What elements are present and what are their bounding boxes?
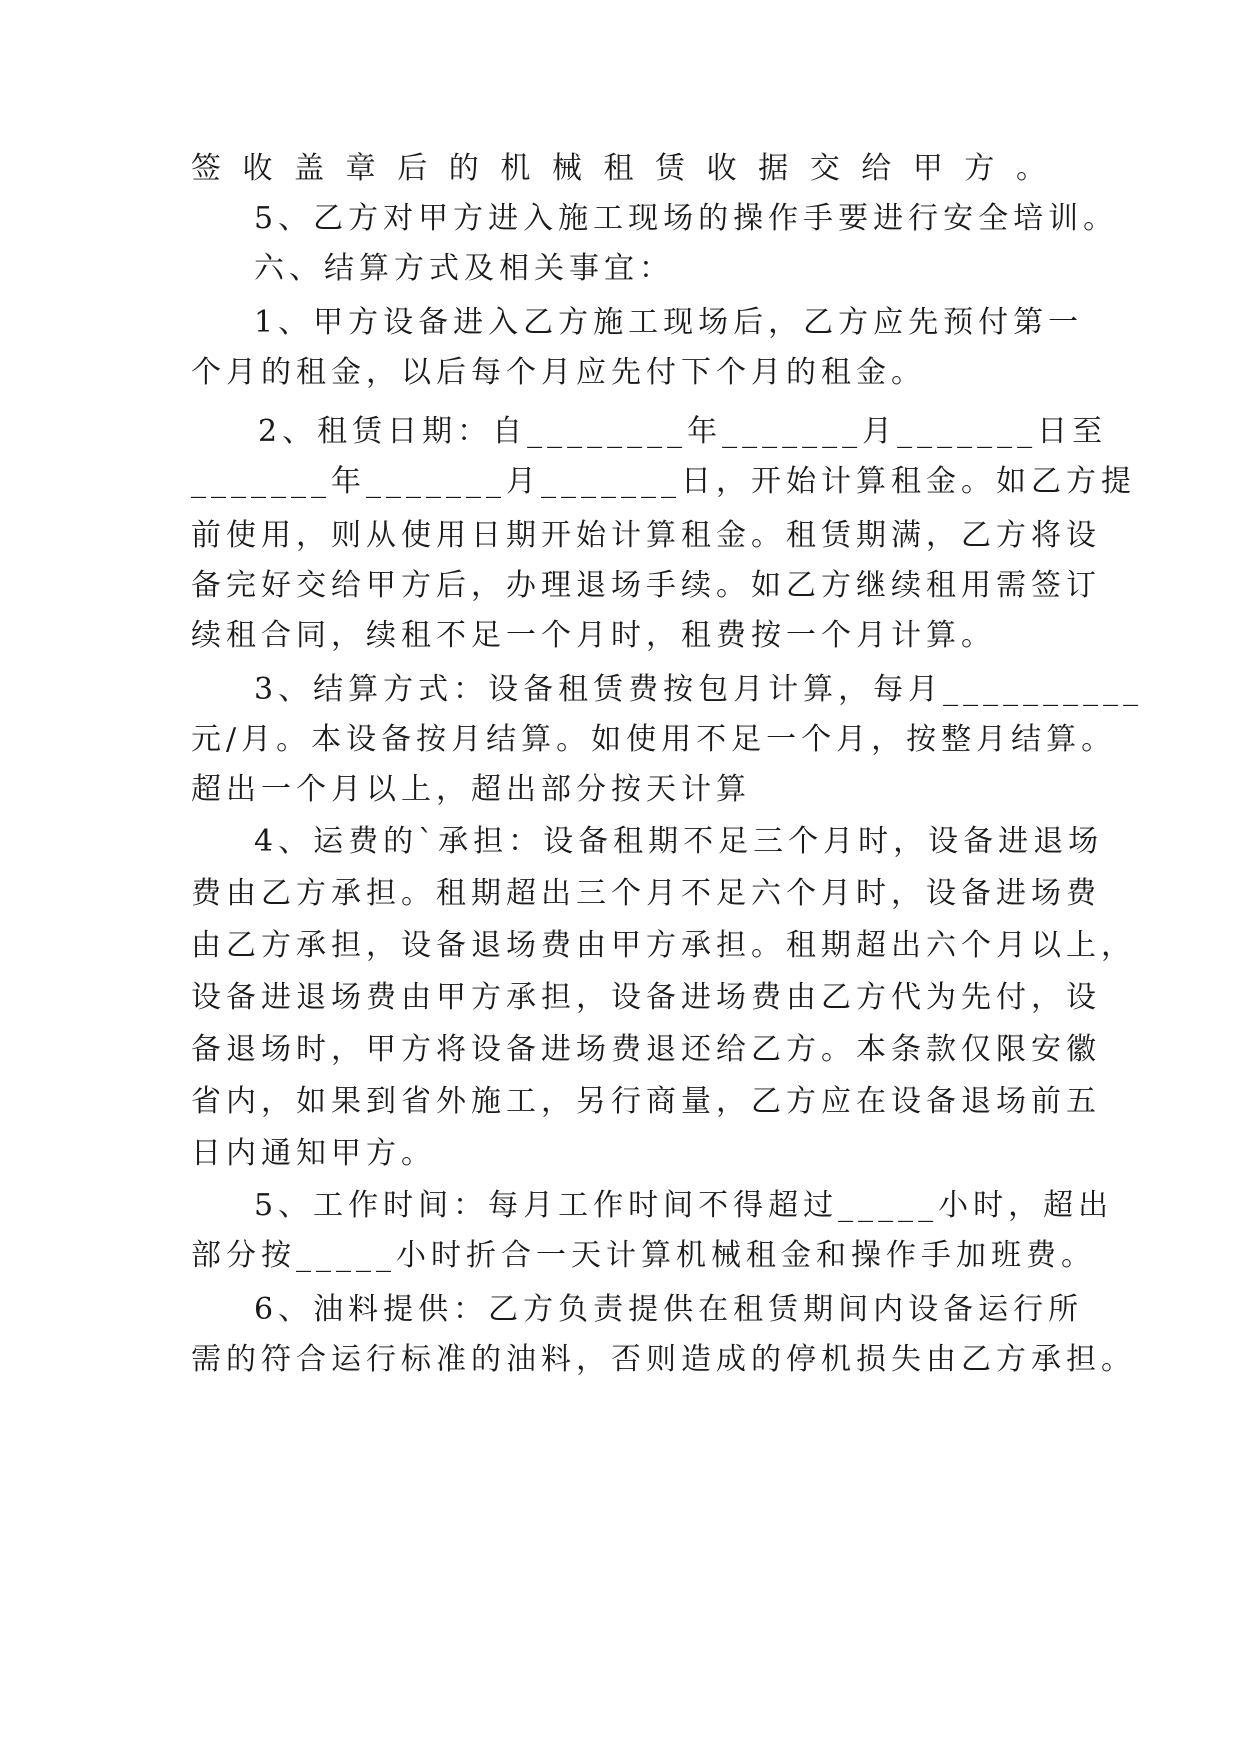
text-line: 日内通知甲方。 bbox=[191, 1136, 436, 1171]
text-line: 备退场时，甲方将设备进场费退还给乙方。本条款仅限安徽 bbox=[191, 1032, 1101, 1067]
text-line: 省内，如果到省外施工，另行商量，乙方应在设备退场前五 bbox=[191, 1084, 1101, 1119]
text-line: 签收盖章后的机械租赁收据交给甲方。 bbox=[191, 151, 1051, 186]
text-line: 1、甲方设备进入乙方施工现场后，乙方应先预付第一 bbox=[254, 305, 1084, 340]
text-line: 费由乙方承担。租期超出三个月不足六个月时，设备进场费 bbox=[191, 876, 1101, 911]
text-line: 续租合同，续租不足一个月时，租费按一个月计算。 bbox=[191, 618, 996, 653]
text-line: 4、运费的`承担：设备租期不足三个月时，设备进退场 bbox=[254, 824, 1104, 859]
text-line: 元/月。本设备按月结算。如使用不足一个月，按整月结算。 bbox=[191, 722, 1117, 757]
text-line: 3、结算方式：设备租赁费按包月计算，每月__________ bbox=[254, 672, 1144, 707]
text-line: _______年_______月_______日，开始计算租金。如乙方提 bbox=[191, 464, 1136, 499]
text-line: 个月的租金，以后每个月应先付下个月的租金。 bbox=[191, 355, 926, 390]
text-line: 部分按_____小时折合一天计算机械租金和操作手加班费。 bbox=[191, 1238, 1096, 1273]
text-line: 设备进退场费由甲方承担，设备进场费由乙方代为先付，设 bbox=[191, 980, 1101, 1015]
text-line: 备完好交给甲方后，办理退场手续。如乙方继续租用需签订 bbox=[191, 568, 1101, 603]
text-line: 5、工作时间：每月工作时间不得超过_____小时，超出 bbox=[254, 1188, 1114, 1223]
text-line: 需的符合运行标准的油料，否则造成的停机损失由乙方承担。 bbox=[191, 1342, 1136, 1377]
text-line: 2、租赁日期：自________年_______月_______日至 bbox=[258, 414, 1108, 449]
text-line: 由乙方承担，设备退场费由甲方承担。租期超出六个月以上， bbox=[191, 928, 1136, 963]
text-line: 5、乙方对甲方进入施工现场的操作手要进行安全培训。 bbox=[254, 201, 1119, 236]
section-heading: 六、结算方式及相关事宜： bbox=[254, 251, 674, 286]
text-line: 6、油料提供：乙方负责提供在租赁期间内设备运行所 bbox=[254, 1292, 1084, 1327]
text-line: 超出一个月以上，超出部分按天计算 bbox=[191, 772, 751, 807]
text-line: 前使用，则从使用日期开始计算租金。租赁期满，乙方将设 bbox=[191, 518, 1101, 553]
